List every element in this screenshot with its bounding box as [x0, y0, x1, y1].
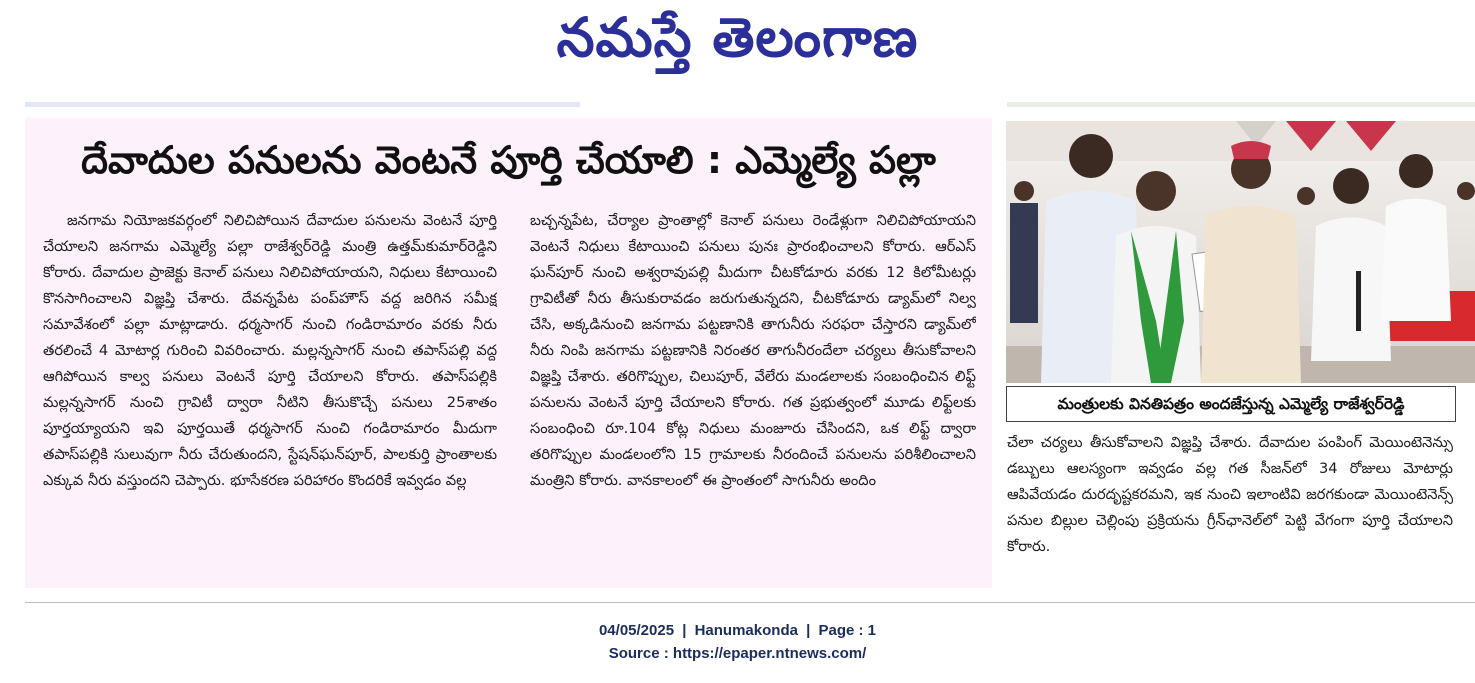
masthead-rule-right: [1007, 102, 1475, 107]
footer-page: Page : 1: [818, 622, 877, 639]
footer-source: Source : https://epaper.ntnews.com/: [608, 645, 867, 662]
masthead-rule-left: [25, 102, 580, 107]
column-1-text: జనగామ నియోజకవర్గంలో నిలిచిపోయిన దేవాదుల పనులను వెంటనే పూర్తి చేయాలని జనగామ ఎమ్మెల్యే పల్లా రాజేశ్వర్‌రెడ్డి మంత్రి ఉత్తమ్‌కుమార్‌రెడ్డిని కోరారు. దేవాదుల ప్రాజెక్టు కెనాల్ పనులు నిలిచిపోయాయని, నిధులు కేటాయించి కొనసాగించాలని విజ్ఞప్తి చేశారు. దేవన్నపేట పంప్‌హౌస్ వద్ద జరిగిన సమీక్ష సమావేశంలో పల్లా మాట్లాడారు. ధర్మసాగర్ నుంచి గండిరామారం వరకు నీరు తరలించే 4 మోటార్ల గురించి వివరించారు. మల్లన్నసాగర్ నుంచి తపాస్‌పల్లి వద్ద ఆగిపోయిన కాల్వ పనులు వెంటనే పూర్తి చేయాలని కోరారు. తపాస్‌పల్లికి మల్లన్నసాగర్ నుంచి గ్రావిటీ ద్వారా నీటిని తీసుకొచ్చే పనులు 25శాతం పూర్తయ్యాయని ఇవి పూర్తయితే ధర్మసాగర్ నుంచి గండిరామారం మీదుగా తపాస్‌పల్లికి సులువుగా నీరు చేరుతుందని, స్టేషన్‌ఘన్‌పూర్, పాలకుర్తి ప్రాంతాలకు ఎక్కువ నీరు వస్తుందని చెప్పారు. భూసేకరణ పరిహారం కొందరికే ఇవ్వడం వల్ల: [43, 212, 497, 489]
footer-separator: |: [806, 622, 811, 639]
footer-edition: Hanumakonda: [694, 622, 798, 639]
column-3-text: చేలా చర్యలు తీసుకోవాలని విజ్ఞప్తి చేశారు. దేవాదుల పంపింగ్ మెయింటెనెన్సు డబ్బులు ఆలస్యంగా ఇవ్వడం వల్ల గత సీజన్‌లో 34 రోజులు మోటార్లు ఆపివేయడం దురదృష్టకరమని, ఇక నుంచి ఇలాంటివి జరగకుండా మెయింటెనెన్స్ పనుల బిల్లుల చెల్లింపు ప్రక్రియను గ్రీన్‌ఛానెల్‌లో పెట్టి వేగంగా పూర్తి చేయాలని కోరారు.: [1007, 434, 1453, 555]
column-2-text: బచ్చన్నపేట, చేర్యాల ప్రాంతాల్లో కెనాల్ పనులు రెండేళ్లుగా నిలిచిపోయాయని వెంటనే నిధులు కేటాయించి పనులు పునః ప్రారంభించాలని కోరారు. ఆర్‌ఎస్ ఘన్‌పూర్ నుంచి అశ్వరావుపల్లి మీదుగా చీటకోడూరు వరకు 12 కిలోమీటర్లు గ్రావిటీతో నీరు తీసుకురావడం జరుగుతున్నదని, చీటకోడూరు డ్యామ్‌లో నిల్వ చేసి, అక్కడినుంచి జనగామ పట్టణానికి తాగునీరు సరఫరా చేస్తారని డ్యామ్‌లో నీరు నింపి జనగామ పట్టణానికి నిరంతర తాగునీరందేలా చర్యలు తీసుకోవాలని విజ్ఞప్తి చేశారు. తరిగొప్పుల, చిలుపూర్, వేలేరు మండలాలకు సంబంధించిన లిఫ్ట్ పనులను వెంటనే పూర్తి చేయాలని కోరారు. గత ప్రభుత్వంలో మూడు లిఫ్ట్‌లకు సంబంధించి రూ.104 కోట్ల నిధులు మంజూరు చేసిందని, ఒక లిఫ్ట్ ద్వారా తరిగొప్పుల మండలంలోని 15 గ్రామాలకు నీరందించే పనులను పరిశీలించాలని మంత్రిని కోరారు. వానకాలంలో ఈ ప్రాంతంలో సాగునీరు అందిం: [530, 212, 976, 489]
masthead: [0, 0, 1475, 100]
footer-meta: [0, 622, 1475, 639]
newspaper-logo: నమస్తే తెలంగాణ: [556, 6, 919, 69]
photo-caption: మంత్రులకు వినతిపత్రం అందజేస్తున్న ఎమ్మెల్యే రాజేశ్వర్‌రెడ్డి: [1006, 386, 1456, 422]
footer-date: 04/05/2025: [598, 622, 675, 639]
article-column-2: [530, 208, 976, 582]
article-headline: దేవాదుల పనులను వెంటనే పూర్తి చేయాలి : ఎమ్మెల్యే పల్లా: [81, 138, 936, 182]
footer-rule: [25, 602, 1475, 603]
footer-separator: |: [682, 622, 687, 639]
article-column-1: [43, 208, 497, 582]
article-column-3: [1007, 430, 1453, 580]
news-photo: [1006, 121, 1475, 383]
